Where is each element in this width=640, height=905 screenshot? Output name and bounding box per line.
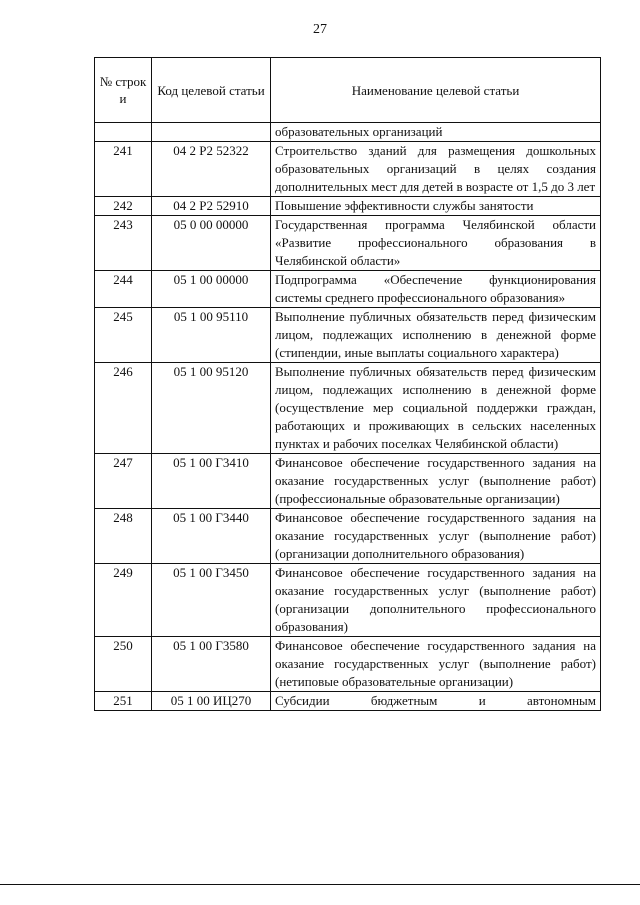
table-row [95, 509, 601, 564]
table-row [95, 197, 601, 216]
page-number: 27 [313, 22, 327, 37]
table-row [95, 271, 601, 308]
article-code: 05 1 00 Г3580 [152, 637, 271, 692]
article-name: Подпрограмма «Обеспечение функционирования системы среднего профессионального образования» [271, 271, 601, 308]
row-number: 244 [95, 271, 152, 308]
page-bottom-divider [0, 884, 640, 885]
table-row [95, 454, 601, 509]
header-article-name: Наименование целевой статьи [271, 58, 601, 123]
row-number: 251 [95, 692, 152, 711]
table-row [95, 142, 601, 197]
article-code: 05 1 00 95110 [152, 308, 271, 363]
article-name: Строительство зданий для размещения дошкольных образовательных организаций в целях создания дополнительных мест для детей в возрасте от 1,5 до 3 лет [271, 142, 601, 197]
row-number: 248 [95, 509, 152, 564]
article-code: 05 1 00 Г3450 [152, 564, 271, 637]
article-code: 05 1 00 ИЦ270 [152, 692, 271, 711]
row-number: 243 [95, 216, 152, 271]
header-row-number: № строк и [95, 58, 152, 123]
table-row [95, 564, 601, 637]
row-number: 247 [95, 454, 152, 509]
row-number: 242 [95, 197, 152, 216]
article-code: 04 2 P2 52910 [152, 197, 271, 216]
table-row [95, 363, 601, 454]
table-row [95, 637, 601, 692]
article-name: Выполнение публичных обязательств перед физическим лицом, подлежащих исполнению в денежной форме (осуществление мер социальной поддержки граждан, работающих и проживающих в сельских населенных пунктах и рабочих поселках Челябинской области) [271, 363, 601, 454]
article-name: Повышение эффективности службы занятости [271, 197, 601, 216]
article-code: 05 1 00 00000 [152, 271, 271, 308]
article-name: Выполнение публичных обязательств перед физическим лицом, подлежащих исполнению в денежной форме (стипендии, иные выплаты социального характера) [271, 308, 601, 363]
row-number: 246 [95, 363, 152, 454]
row-number: 241 [95, 142, 152, 197]
target-articles-table [94, 57, 601, 711]
row-number: 245 [95, 308, 152, 363]
article-code: 05 1 00 Г3440 [152, 509, 271, 564]
article-name: Финансовое обеспечение государственного задания на оказание государственных услуг (выполнение работ) (нетиповые образовательные организации) [271, 637, 601, 692]
article-code: 05 1 00 Г3410 [152, 454, 271, 509]
table-row [95, 692, 601, 711]
row-number: 249 [95, 564, 152, 637]
article-name: Государственная программа Челябинской области «Развитие профессионального образования в Челябинской области» [271, 216, 601, 271]
article-code [152, 123, 271, 142]
header-article-code: Код целевой статьи [152, 58, 271, 123]
article-code: 05 1 00 95120 [152, 363, 271, 454]
row-number [95, 123, 152, 142]
table-header-row [95, 58, 601, 123]
article-name: Субсидии бюджетным и автономным [271, 692, 601, 711]
table-row [95, 308, 601, 363]
article-name: Финансовое обеспечение государственного задания на оказание государственных услуг (выполнение работ) (организации дополнительного профессионального образования) [271, 564, 601, 637]
article-name: Финансовое обеспечение государственного задания на оказание государственных услуг (выполнение работ) (профессиональные образовательные организации) [271, 454, 601, 509]
article-code: 05 0 00 00000 [152, 216, 271, 271]
article-name: образовательных организаций [271, 123, 601, 142]
article-code: 04 2 P2 52322 [152, 142, 271, 197]
row-number: 250 [95, 637, 152, 692]
table-row [95, 216, 601, 271]
article-name: Финансовое обеспечение государственного задания на оказание государственных услуг (выполнение работ) (организации дополнительного образования) [271, 509, 601, 564]
table-row [95, 123, 601, 142]
